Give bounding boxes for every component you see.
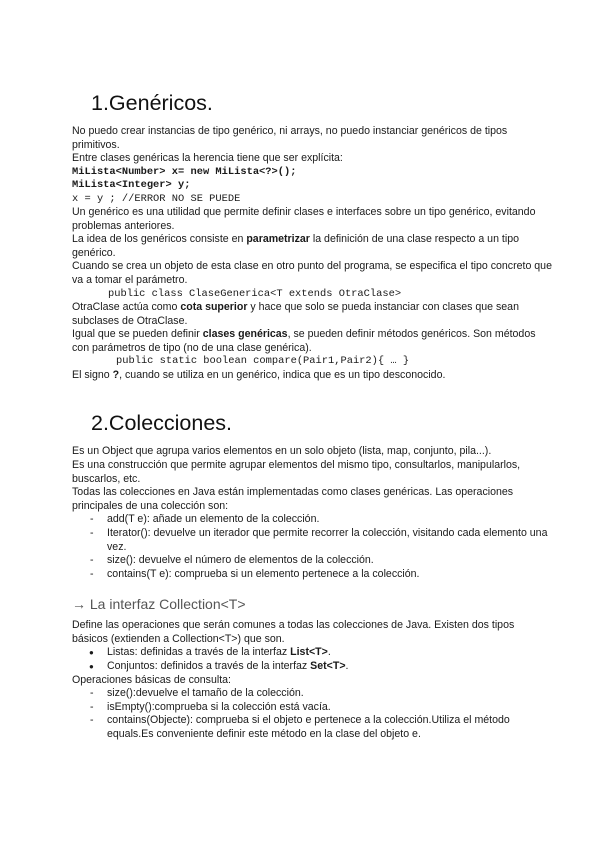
paragraph: Entre clases genéricas la herencia tiene que ser explícita: — [72, 152, 343, 165]
text-run: La idea de los genéricos consiste en — [72, 233, 247, 246]
bold-term: parametrizar — [246, 233, 310, 246]
paragraph — [72, 328, 552, 355]
operations-list — [72, 513, 552, 581]
section-title-genericos: 1.Genéricos. — [91, 91, 213, 115]
list-item: - contains(Objecte): comprueba si el objeto e pertenece a la colección.Utiliza el método equals.Es conveniente definir este método en la clase del objeto e. — [72, 714, 552, 741]
subsection-title-collection-interface: → La interfaz Collection<T> — [72, 596, 246, 613]
section-title-colecciones: 2.Colecciones. — [91, 411, 233, 436]
list-item: - add(T e): añade un elemento de la colección. — [72, 513, 552, 527]
text-run: . — [327, 646, 331, 659]
paragraph: Es una construcción que permite agrupar elementos del mismo tipo, consultarlos, manipularlos, buscarlos, etc. — [72, 458, 521, 485]
text-run: Igual que se pueden definir — [72, 328, 203, 341]
list-item — [72, 646, 552, 660]
paragraph: Operaciones básicas de consulta: — [72, 673, 231, 686]
list-item — [72, 660, 552, 674]
text-run: . — [345, 660, 349, 673]
query-operations-list — [72, 687, 552, 741]
list-item: - isEmpty():comprueba si la colección está vacía. — [72, 701, 552, 715]
collection-types-list — [72, 646, 552, 673]
paragraph: Cuando se crea un objeto de esta clase en otro punto del programa, se especifica el tipo concreto que va a tomar el parámetro. — [72, 260, 552, 286]
paragraph: Todas las colecciones en Java están implementadas como clases genéricas. Las operaciones principales de una colección son: — [72, 486, 514, 512]
paragraph — [72, 301, 552, 328]
paragraph: No puedo crear instancias de tipo genérico, ni arrays, no puedo instanciar genéricos de tipos primitivos. — [72, 125, 508, 151]
bold-term: ? — [112, 368, 120, 381]
code-line: public static boolean compare(Pair1,Pair2){ … } — [116, 355, 410, 368]
bold-term: List<T> — [290, 646, 328, 659]
text-run: Conjuntos: definidos a través de la interfaz — [107, 660, 311, 673]
list-item: - Iterator(): devuelve un iterador que permite recorrer la colección, visitando cada elemento una vez. — [72, 527, 552, 554]
bold-term: cota superior — [180, 300, 248, 313]
text-run: y hace que solo se pueda instanciar con clases que sean subclases de OtraClase. — [72, 300, 519, 327]
paragraph: Un genérico es una utilidad que permite definir clases e interfaces sobre un tipo genérico, evitando problemas anteriores. — [72, 206, 536, 232]
text-run: , se pueden definir métodos genéricos. Son métodos con parámetros de tipo (no de una clase genérica). — [72, 328, 536, 354]
text-run: Listas: definidas a través de la interfaz — [107, 646, 291, 659]
code-line: MiLista<Integer> y; — [72, 179, 191, 192]
bold-term: clases genéricas — [202, 328, 288, 341]
paragraph — [72, 369, 552, 383]
list-item: - size(): devuelve el número de elementos de la colección. — [72, 554, 552, 568]
list-item: - size():devuelve el tamaño de la colección. — [72, 687, 552, 701]
bold-term: Set<T> — [310, 660, 346, 673]
code-line: MiLista<Number> x= new MiLista<?>(); — [72, 165, 297, 178]
code-line: public class ClaseGenerica<T extends OtraClase> — [108, 287, 402, 300]
text-run: , cuando se utiliza en un genérico, indica que es un tipo desconocido. — [119, 368, 446, 381]
list-item: - contains(T e): comprueba si un elemento pertenece a la colección. — [72, 568, 552, 582]
text-run: OtraClase actúa como — [72, 300, 181, 313]
paragraph — [72, 233, 552, 260]
document-content — [72, 90, 552, 742]
text-run: El signo — [72, 368, 113, 381]
text-run: la definición de una clase respecto a un tipo genérico. — [72, 233, 519, 259]
paragraph: Define las operaciones que serán comunes a todas las colecciones de Java. Existen dos tipos básicos (extienden a Collection<T>) que son. — [72, 619, 515, 645]
code-line: x = y ; //ERROR NO SE PUEDE — [72, 192, 241, 205]
paragraph: Es un Object que agrupa varios elementos en un solo objeto (lista, map, conjunto, pila...). — [72, 445, 492, 458]
